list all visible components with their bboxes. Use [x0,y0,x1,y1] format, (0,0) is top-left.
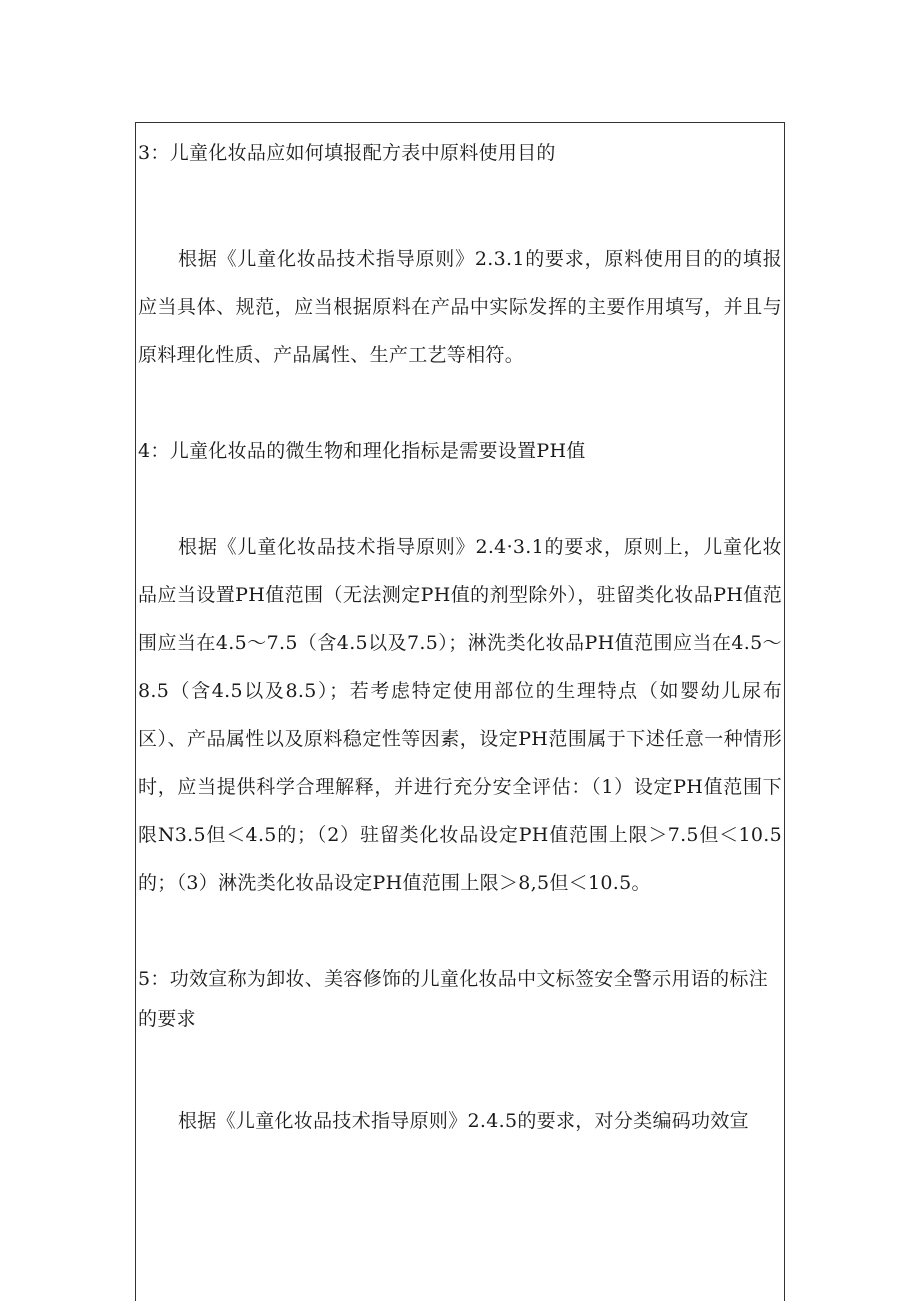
answer-4: 根据《儿童化妆品技术指导原则》2.4·3.1的要求，原则上，儿童化妆品应当设置PH值范围（无法测定PH值的剂型除外），驻留类化妆品PH值范围应当在4.5～7.5（含4.5以及7.5）；淋洗类化妆品PH值范围应当在4.5～8.5（含4.5以及8.5）；若考虑特定使用部位的生理特点（如婴幼儿尿布区）、产品属性以及原料稳定性等因素，设定PH范围属于下述任意一种情形时，应当提供科学合理解释，并进行充分安全评估：（1）设定PH值范围下限N3.5但＜4.5的；（2）驻留类化妆品设定PH值范围上限＞7.5但＜10.5的；（3）淋洗类化妆品设定PH值范围上限＞8,5但＜10.5。 [138,536,782,894]
answer-3: 根据《儿童化妆品技术指导原则》2.3.1的要求，原料使用目的的填报应当具体、规范，应当根据原料在产品中实际发挥的主要作用填写，并且与原料理化性质、产品属性、生产工艺等相符。 [138,248,782,366]
question-5: 5：功效宣称为卸妆、美容修饰的儿童化妆品中文标签安全警示用语的标注的要求 [138,968,768,1030]
question-3: 3：儿童化妆品应如何填报配方表中原料使用目的 [138,142,556,164]
document-body [138,133,782,1145]
question-4: 4：儿童化妆品的微生物和理化指标是需要设置PH值 [138,440,586,462]
answer-5: 根据《儿童化妆品技术指导原则》2.4.5的要求，对分类编码功效宣 [178,1110,749,1132]
